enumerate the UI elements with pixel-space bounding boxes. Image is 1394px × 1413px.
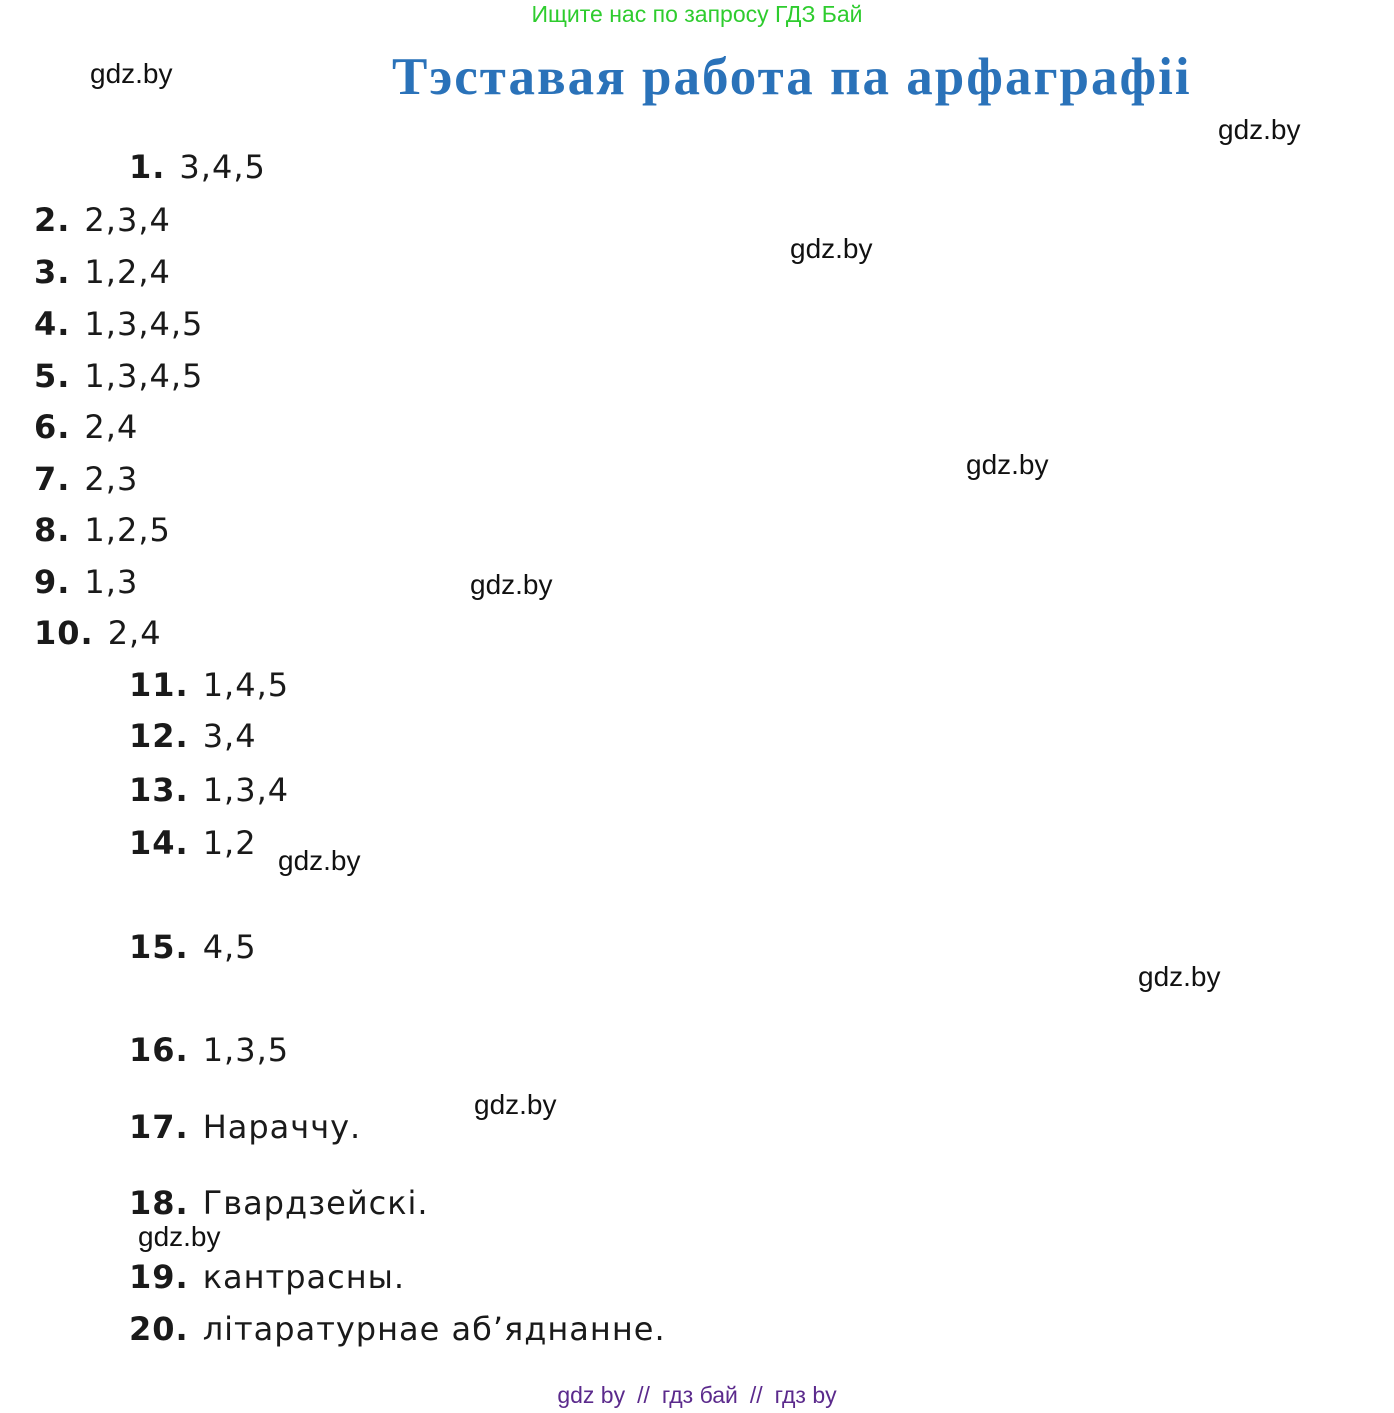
answer-text: 1,4,5 (202, 666, 290, 704)
answer-text: 1,3,4,5 (84, 305, 204, 343)
watermark: gdz.by (470, 569, 553, 600)
answer-text: 1,2,4 (84, 253, 171, 291)
footer (0, 1380, 1394, 1410)
answer-item (34, 563, 138, 601)
watermark: gdz.by (790, 233, 873, 264)
answer-item (34, 408, 138, 446)
answer-text: 2,3,4 (84, 201, 171, 239)
answer-text: Гвардзейскі. (202, 1184, 429, 1222)
page-title: Тэставая работа па арфаграфіі (392, 48, 1192, 106)
answer-number: 19. (129, 1258, 189, 1296)
answer-text: Нараччу. (202, 1108, 362, 1146)
answer-item (129, 1184, 429, 1222)
watermark: gdz.by (1218, 114, 1301, 145)
answer-text: 4,5 (202, 928, 257, 966)
answer-text: 1,3,4,5 (84, 357, 204, 395)
answer-text: 2,4 (84, 408, 139, 446)
answer-item (34, 253, 171, 291)
answer-number: 13. (129, 771, 189, 809)
answer-item (129, 1258, 405, 1296)
answer-item (129, 1310, 666, 1348)
answer-number: 2. (34, 201, 71, 239)
answer-number: 5. (34, 357, 71, 395)
answer-number: 11. (129, 666, 189, 704)
top-banner: Ищите нас по запросу ГДЗ Бай (531, 1, 863, 27)
answer-item (34, 305, 203, 343)
answer-item (129, 771, 289, 809)
watermark: gdz.by (966, 449, 1049, 480)
answer-item (129, 1108, 361, 1146)
answer-number: 18. (129, 1184, 189, 1222)
answer-item (34, 511, 171, 549)
watermark: gdz.by (90, 58, 173, 89)
answer-text: 1,2 (202, 824, 257, 862)
answer-number: 10. (34, 614, 94, 652)
watermark: gdz.by (278, 845, 361, 876)
footer-link-gdz-bai[interactable]: гдз бай (661, 1382, 738, 1408)
answer-number: 9. (34, 563, 71, 601)
answer-text: 1,3,4 (202, 771, 290, 809)
answer-text: 3,4,5 (179, 148, 266, 186)
answer-number: 3. (34, 253, 71, 291)
answer-number: 12. (129, 717, 189, 755)
answer-text: 1,3 (84, 563, 139, 601)
watermark: gdz.by (474, 1089, 557, 1120)
watermark: gdz.by (138, 1221, 221, 1252)
answer-text: 2,4 (107, 614, 162, 652)
answer-number: 15. (129, 928, 189, 966)
watermark: gdz.by (1138, 961, 1221, 992)
answer-item (34, 460, 138, 498)
answer-text: 1,2,5 (84, 511, 171, 549)
answer-item (129, 666, 289, 704)
footer-link-gdz-by-cyr[interactable]: гдз by (774, 1382, 837, 1408)
answer-number: 17. (129, 1108, 189, 1146)
answer-item (129, 148, 266, 186)
answer-item (129, 717, 257, 755)
answer-text: кантрасны. (202, 1258, 406, 1296)
answer-number: 4. (34, 305, 71, 343)
footer-separator: // (749, 1382, 763, 1408)
answer-number: 6. (34, 408, 71, 446)
answer-number: 1. (129, 148, 166, 186)
answer-number: 7. (34, 460, 71, 498)
answer-number: 20. (129, 1310, 189, 1348)
answer-item (34, 201, 171, 239)
answer-number: 8. (34, 511, 71, 549)
answer-text: літаратурнае аб’яднанне. (202, 1310, 666, 1348)
answer-number: 14. (129, 824, 189, 862)
answer-item (34, 614, 162, 652)
answer-text: 1,3,5 (202, 1031, 290, 1069)
answer-text: 3,4 (202, 717, 257, 755)
answer-number: 16. (129, 1031, 189, 1069)
answer-item (129, 928, 257, 966)
footer-link-gdz-by[interactable]: gdz by (557, 1382, 626, 1408)
answer-item (34, 357, 203, 395)
footer-separator: // (637, 1382, 650, 1408)
answer-item (129, 1031, 289, 1069)
answer-item (129, 824, 257, 862)
answer-text: 2,3 (84, 460, 139, 498)
